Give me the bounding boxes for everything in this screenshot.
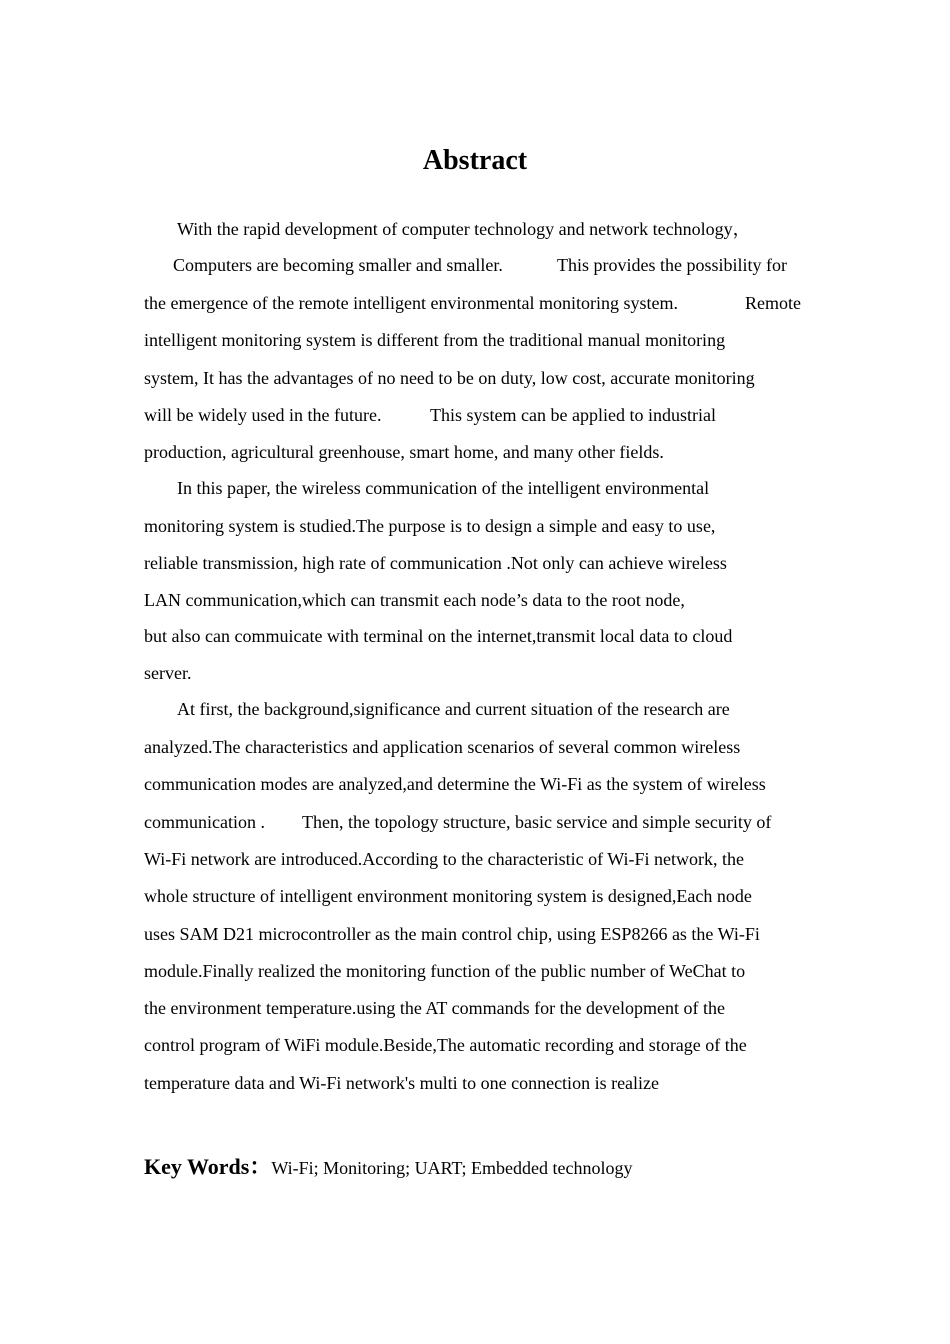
keywords-label: Key Words： [144, 1154, 272, 1179]
text-line: This system can be applied to industrial [430, 405, 716, 425]
text-line: system, It has the advantages of no need to be on duty, low cost, accurate monitoring [144, 368, 755, 388]
text-line: whole structure of intelligent environment monitoring system is designed,Each node [144, 886, 752, 906]
text-line: This provides the possibility for [557, 255, 787, 275]
keywords-line [144, 1153, 633, 1184]
text-line: At first, the background,significance and current situation of the research are [177, 699, 730, 719]
text-line: Computers are becoming smaller and smaller. [173, 255, 503, 275]
text-line: Remote [745, 293, 801, 313]
text-line: module.Finally realized the monitoring function of the public number of WeChat to [144, 961, 746, 981]
text-line: communication modes are analyzed,and determine the Wi-Fi as the system of wireless [144, 774, 766, 794]
text-line: LAN communication,which can transmit each node’s data to the root node, [144, 590, 685, 610]
text-line: the environment temperature.using the AT commands for the development of the [144, 998, 726, 1018]
text-line: production, agricultural greenhouse, smart home, and many other fields. [144, 442, 664, 462]
text-line: server. [144, 663, 192, 683]
text-line: monitoring system is studied.The purpose is to design a simple and easy to use, [144, 516, 716, 536]
text-line: analyzed.The characteristics and application scenarios of several common wireless [144, 737, 741, 757]
text-line: but also can commuicate with terminal on the internet,transmit local data to cloud [144, 626, 733, 646]
keywords-value: Wi-Fi; Monitoring; UART; Embedded technology [271, 1158, 633, 1178]
text-line: will be widely used in the future. [144, 405, 382, 425]
text-line: uses SAM D21 microcontroller as the main control chip, using ESP8266 as the Wi-Fi [144, 924, 760, 944]
text-line: Then, the topology structure, basic service and simple security of [302, 812, 772, 832]
text-line: the emergence of the remote intelligent environmental monitoring system. [144, 293, 679, 313]
text-line: reliable transmission, high rate of communication .Not only can achieve wireless [144, 553, 727, 573]
text-line: With the rapid development of computer technology and network technology， [177, 219, 751, 239]
text-line: temperature data and Wi-Fi network's multi to one connection is realize [144, 1073, 660, 1093]
text-line: communication . [144, 812, 265, 832]
text-line: intelligent monitoring system is different from the traditional manual monitoring [144, 330, 726, 350]
text-line: Wi-Fi network are introduced.According to the characteristic of Wi-Fi network, the [144, 849, 745, 869]
text-line: control program of WiFi module.Beside,The automatic recording and storage of the [144, 1035, 747, 1055]
abstract-title: Abstract [422, 145, 528, 176]
text-line: In this paper, the wireless communication of the intelligent environmental [177, 478, 710, 498]
